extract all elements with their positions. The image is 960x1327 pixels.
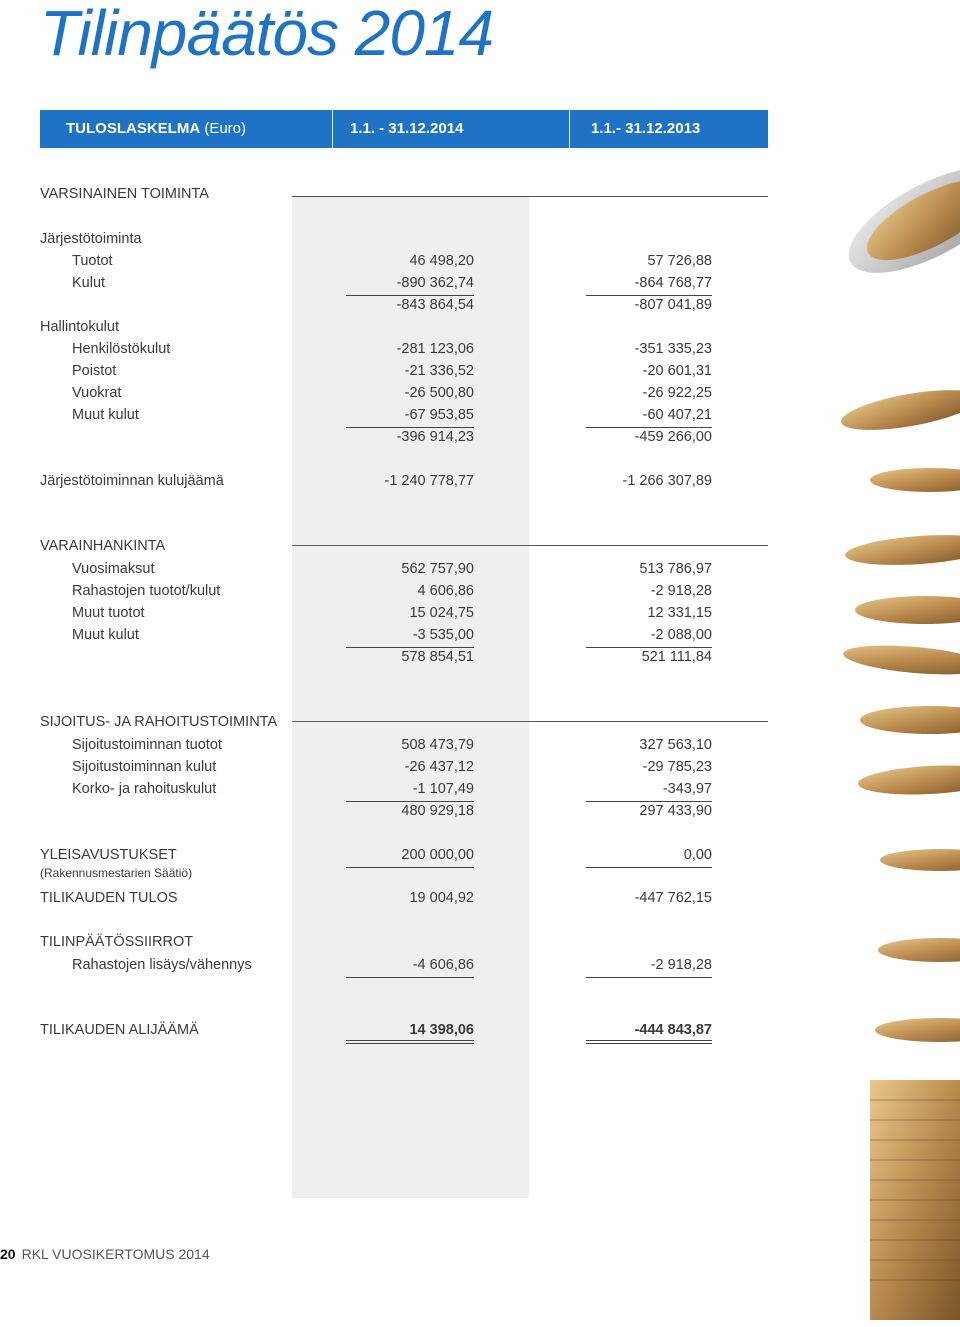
- value-2013: 513 786,97: [639, 561, 712, 577]
- row-label: Hallintokulut: [40, 319, 119, 335]
- footer-text: RKL VUOSIKERTOMUS 2014: [21, 1246, 210, 1262]
- page-footer: [0, 1246, 210, 1262]
- value-2013: 57 726,88: [647, 253, 712, 269]
- value-2013: -447 762,15: [634, 890, 712, 906]
- total-rule: [346, 1040, 474, 1041]
- row-label: Muut kulut: [72, 407, 139, 423]
- row-label: TILINPÄÄTÖSSIIRROT: [40, 934, 194, 950]
- coins-illustration: [700, 160, 960, 1327]
- row-label: Rahastojen tuotot/kulut: [72, 583, 221, 599]
- page-number: 20: [0, 1246, 16, 1262]
- value-2013: -444 843,87: [634, 1022, 712, 1038]
- total-rule: [346, 1043, 474, 1044]
- value-2013: -2 918,28: [650, 583, 712, 599]
- row-label: TILIKAUDEN ALIJÄÄMÄ: [40, 1022, 199, 1038]
- value-2014: 200 000,00: [401, 847, 474, 863]
- row-label: Sijoitustoiminnan kulut: [72, 759, 217, 775]
- header-label: [66, 120, 246, 137]
- value-2013: -2 088,00: [650, 627, 712, 643]
- row-label: Vuokrat: [72, 385, 122, 401]
- row-label: Sijoitustoiminnan tuotot: [72, 737, 222, 753]
- subtotal-rule: [586, 647, 712, 648]
- value-2013: 521 111,84: [641, 649, 712, 665]
- value-2013: -26 922,25: [642, 385, 712, 401]
- value-2014: 562 757,90: [401, 561, 474, 577]
- subtotal-rule: [346, 801, 474, 802]
- value-2014: 578 854,51: [401, 649, 474, 665]
- row-label: Tuotot: [72, 253, 113, 269]
- row-label: Vuosimaksut: [72, 561, 155, 577]
- value-2014: 46 498,20: [409, 253, 474, 269]
- value-2013: -1 266 307,89: [622, 473, 712, 489]
- value-2014: -1 240 778,77: [384, 473, 474, 489]
- value-2014: 4 606,86: [417, 583, 474, 599]
- row-label: VARAINHANKINTA: [40, 538, 166, 554]
- value-2014: -3 535,00: [412, 627, 474, 643]
- subtotal-rule: [346, 977, 474, 978]
- header-divider: [569, 110, 570, 148]
- value-2013: -864 768,77: [634, 275, 712, 291]
- value-2013: -351 335,23: [634, 341, 712, 357]
- row-label: SIJOITUS- JA RAHOITUSTOIMINTA: [40, 714, 278, 730]
- value-2013: 297 433,90: [639, 803, 712, 819]
- header-divider: [332, 110, 333, 148]
- row-label: Korko- ja rahoituskulut: [72, 781, 217, 797]
- subtotal-rule: [346, 867, 474, 868]
- total-rule: [586, 1040, 712, 1041]
- row-label: VARSINAINEN TOIMINTA: [40, 186, 209, 202]
- value-2013: -29 785,23: [642, 759, 712, 775]
- value-2014: -1 107,49: [412, 781, 474, 797]
- header-period-2013: 1.1.- 31.12.2013: [591, 120, 701, 137]
- value-2014: -396 914,23: [396, 429, 474, 445]
- value-2014: -26 437,12: [404, 759, 474, 775]
- value-2013: 327 563,10: [639, 737, 712, 753]
- header-label-bold: TULOSLASKELMA: [66, 120, 201, 137]
- value-2014: -67 953,85: [404, 407, 474, 423]
- subtotal-rule: [346, 295, 474, 296]
- row-label: Kulut: [72, 275, 106, 291]
- row-label: Järjestötoiminnan kulujäämä: [40, 473, 224, 489]
- value-2013: -459 266,00: [634, 429, 712, 445]
- value-2014: -4 606,86: [412, 957, 474, 973]
- value-2014: -21 336,52: [404, 363, 474, 379]
- value-2013: -60 407,21: [642, 407, 712, 423]
- header-label-unit: (Euro): [204, 120, 247, 137]
- value-2013: 12 331,15: [647, 605, 712, 621]
- total-rule: [586, 1043, 712, 1044]
- row-label: Poistot: [72, 363, 117, 379]
- value-2014: -843 864,54: [396, 297, 474, 313]
- value-2014: 14 398,06: [409, 1022, 474, 1038]
- value-2014: 508 473,79: [401, 737, 474, 753]
- row-label: YLEISAVUSTUKSET: [40, 847, 177, 863]
- subtotal-rule: [346, 427, 474, 428]
- table-header: [40, 110, 768, 148]
- row-label: Henkilöstökulut: [72, 341, 171, 357]
- subtotal-rule: [586, 295, 712, 296]
- subtotal-rule: [586, 427, 712, 428]
- value-2013: -20 601,31: [642, 363, 712, 379]
- row-label: Järjestötoiminta: [40, 231, 142, 247]
- subtotal-rule: [586, 867, 712, 868]
- subtotal-rule: [346, 647, 474, 648]
- value-2013: -343,97: [662, 781, 712, 797]
- value-2014: 15 024,75: [409, 605, 474, 621]
- value-2013: -2 918,28: [650, 957, 712, 973]
- row-label: TILIKAUDEN TULOS: [40, 890, 178, 906]
- header-period-2014: 1.1. - 31.12.2014: [350, 120, 464, 137]
- value-2013: 0,00: [683, 847, 712, 863]
- value-2014: -890 362,74: [396, 275, 474, 291]
- value-2013: -807 041,89: [634, 297, 712, 313]
- row-label: Rahastojen lisäys/vähennys: [72, 957, 252, 973]
- value-2014: 19 004,92: [409, 890, 474, 906]
- row-label: Muut tuotot: [72, 605, 145, 621]
- subtotal-rule: [586, 801, 712, 802]
- yleisavustukset-note: (Rakennusmestarien Säätiö): [40, 866, 193, 880]
- page-title: Tilinpäätös 2014: [40, 0, 494, 69]
- row-label: Muut kulut: [72, 627, 139, 643]
- subtotal-rule: [586, 977, 712, 978]
- value-2014: 480 929,18: [401, 803, 474, 819]
- value-2014: -281 123,06: [396, 341, 474, 357]
- value-2014: -26 500,80: [404, 385, 474, 401]
